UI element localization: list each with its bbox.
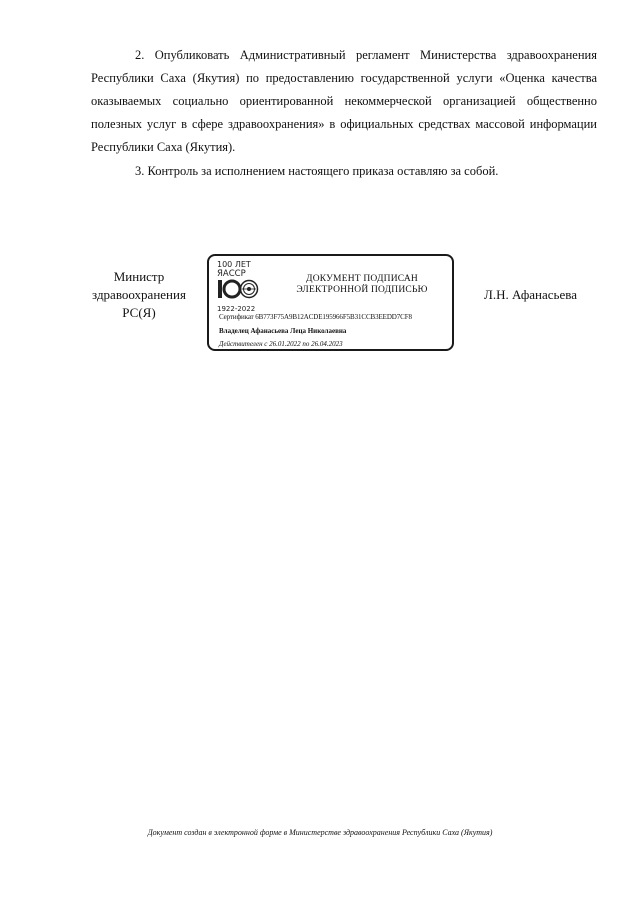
position-line-1: Министр: [113, 269, 165, 284]
stamp-heading-line-1: ДОКУМЕНТ ПОДПИСАН: [306, 274, 418, 284]
position-line-3: РС(Я): [122, 305, 156, 320]
emblem-mid-text: ЯАССР: [217, 269, 246, 279]
emblem-top-text: 100 ЛЕТ: [217, 260, 251, 269]
electronic-signature-stamp: [207, 254, 454, 351]
paragraph-control: 3. Контроль за исполнением настоящего приказа оставляю за собой.: [135, 164, 499, 178]
paragraph-publication: 2. Опубликовать Административный регламент Министерства здравоохранения Республики Саха (Якутия) по предоставлению государственной услуги «Оценка качества оказываемых социально ориентированной некоммерческой организацией общественно полезных услуг в сфере здравоохранения» в официальных средствах массовой информации Республики Саха (Якутия).: [91, 48, 597, 154]
signatory-name: Л.Н. Афанасьева: [484, 287, 577, 302]
stamp-heading-line-2: ЭЛЕКТРОННОЙ ПОДПИСЬЮ: [296, 285, 428, 295]
stamp-heading: [281, 274, 443, 296]
position-line-2: здравоохранения: [92, 287, 186, 302]
certificate-number: Сертификат 6B773F75A9B12ACDE195966F5B31CCB3EEDD7CF8: [219, 313, 412, 321]
signatory-position: [86, 268, 192, 322]
certificate-validity: Действителен с 26.01.2022 по 26.04.2023: [219, 340, 343, 348]
certificate-owner: Владелец Афанасьева Леца Николаевна: [219, 327, 347, 335]
emblem-years-text: 1922-2022: [217, 305, 256, 313]
footer-note: Документ создан в электронной форме в Министерстве здравоохранения Республики Саха (Якутия): [147, 828, 493, 837]
anniversary-emblem-icon: [214, 258, 274, 314]
